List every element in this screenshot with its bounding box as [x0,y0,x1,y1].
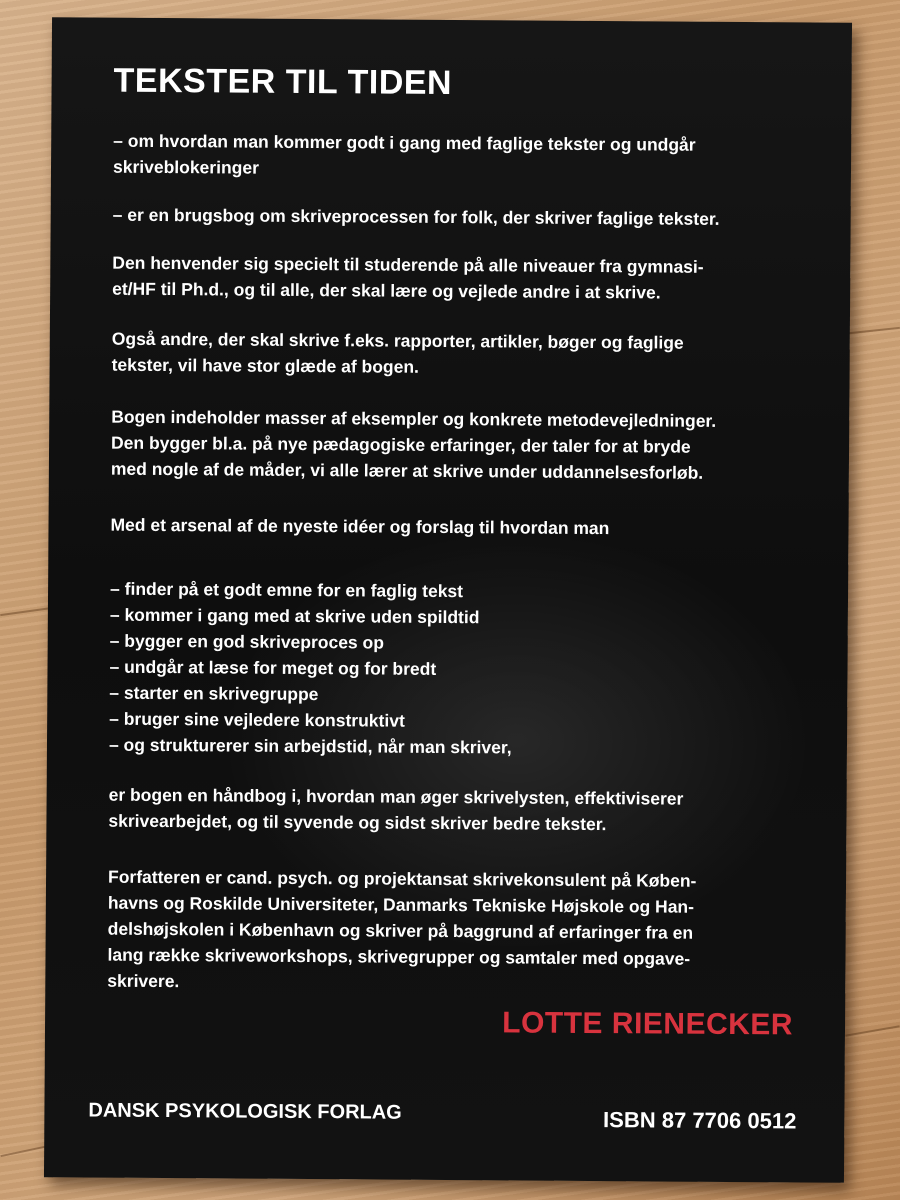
author-name: LOTTE RIENECKER [502,1006,794,1042]
wood-plank-seam [0,1145,49,1157]
guide-paragraph: – er en brugsbog om skriveprocessen for folk, der skriver faglige tekster. [112,204,720,229]
publisher-name: DANSK PSYKOLOGISK FORLAG [88,1099,402,1124]
arsenal-intro-paragraph: Med et arsenal af de nyeste idéer og forslag til hvordan man [110,514,610,539]
conclusion-paragraph: er bogen en håndbog i, hvordan man øger skrivelysten, effektiviserer skrivearbejdet, og til syvende og sidst skriver bedre tekster. [108,784,684,835]
isbn-number: ISBN 87 7706 0512 [603,1107,797,1134]
book-back-cover [44,17,852,1183]
intro-paragraph: – om hvordan man kommer godt i gang med faglige tekster og undgår skriveblokeringer [112,130,696,178]
book-title: TEKSTER TIL TIDEN [113,61,453,103]
author-bio-paragraph: Forfatteren er cand. psych. og projektansat skrivekonsulent på Køben- havns og Roskilde Universiteter, Danmarks Tekniske Højskole og Han- delshøjskolen i København og skriver på baggrund af erfaringer fra en lang række skriveworkshops, skrivegrupper og samtaler med opgave- skrivere. [107,866,697,992]
target-audience-paragraph: Den henvender sig specielt til studerende på alle niveauer fra gymnasi- et/HF til Ph.d., og til alle, der skal lære og vejlede andre i at skrive. [112,252,704,303]
content-paragraph: Bogen indeholder masser af eksempler og konkrete metodevejledninger. Den bygger bl.a. på nye pædagogiske erfaringer, der taler for at bryde med nogle af de måder, vi alle lærer at skrive under uddannelsesforløb. [110,406,717,483]
also-readers-paragraph: Også andre, der skal skrive f.eks. rapporter, artikler, bøger og faglige tekster, vil have stor glæde af bogen. [111,328,684,377]
wood-plank-seam [845,1025,900,1037]
method-list: – finder på et godt emne for en faglig tekst – kommer i gang med at skrive uden spildtid – bygger en god skriveproces op – undgår at læse for meget og for bredt – starter en skrivegruppe – bruger sine vejledere konstruktivt – og strukturerer sin arbejdstid, når man skriver, [108,578,512,758]
